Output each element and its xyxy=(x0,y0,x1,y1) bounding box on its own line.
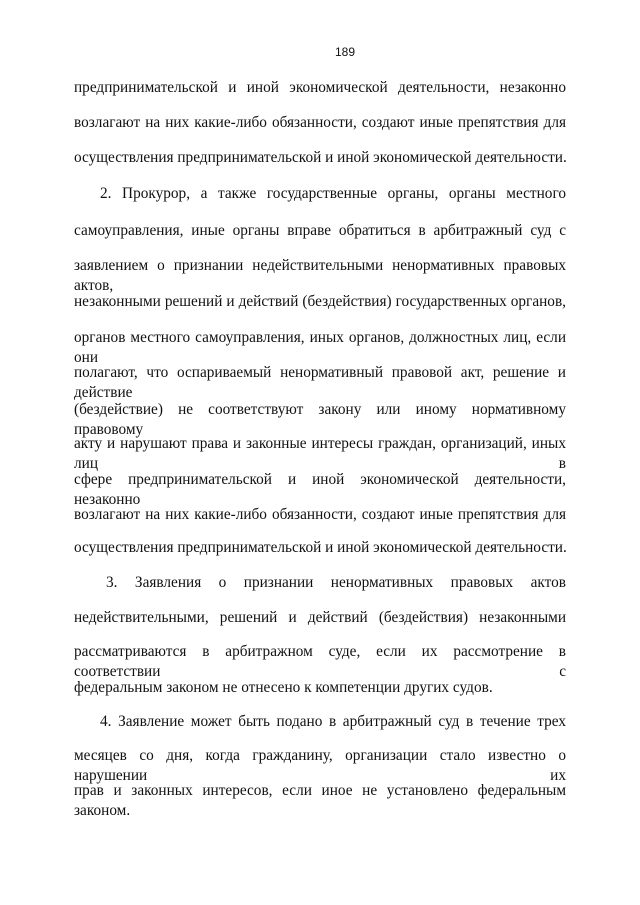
paragraph-4-start: 4. Заявление может быть подано в арбитражный суд в течение трех xyxy=(100,713,566,730)
text-line: сфере предпринимательской и иной экономической деятельности, незаконно xyxy=(74,471,566,508)
text-line: самоуправления, иные органы вправе обратиться в арбитражный суд с xyxy=(74,222,566,239)
page-number: 189 xyxy=(334,45,356,59)
text-line: возлагают на них какие-либо обязанности, создают иные препятствия для xyxy=(74,506,566,523)
text-line: прав и законных интересов, если иное не установлено федеральным законом. xyxy=(74,782,566,819)
paragraph-2-start: 2. Прокурор, а также государственные органы, органы местного xyxy=(100,185,566,202)
text-line: заявлением о признании недействительными ненормативных правовых актов, xyxy=(74,257,566,294)
text-line: (бездействие) не соответствуют закону или иному нормативному правовому xyxy=(74,401,566,438)
text-line: недействительными, решений и действий (бездействия) незаконными xyxy=(74,609,566,626)
text-line: незаконными решений и действий (бездействия) государственных органов, xyxy=(74,293,566,310)
text-line: осуществления предпринимательской и иной экономической деятельности. xyxy=(74,539,567,556)
text-line: органов местного самоуправления, иных органов, должностных лиц, если они xyxy=(74,329,566,366)
text-line: полагают, что оспариваемый ненормативный правовой акт, решение и действие xyxy=(74,364,566,401)
text-line: возлагают на них какие-либо обязанности, создают иные препятствия для xyxy=(74,114,566,131)
text-line: рассматриваются в арбитражном суде, если их рассмотрение в соответствии с xyxy=(74,643,566,680)
text-line: осуществления предпринимательской и иной экономической деятельности. xyxy=(74,149,567,166)
text-line: месяцев со дня, когда гражданину, организации стало известно о нарушении их xyxy=(74,747,566,784)
text-line: предпринимательской и иной экономической деятельности, незаконно xyxy=(74,79,566,96)
text-line: федеральным законом не отнесено к компетенции других судов. xyxy=(74,679,493,696)
paragraph-3-start: 3. Заявления о признании ненормативных правовых актов xyxy=(106,574,566,591)
text-line: акту и нарушают права и законные интересы граждан, организаций, иных лиц в xyxy=(74,435,566,472)
